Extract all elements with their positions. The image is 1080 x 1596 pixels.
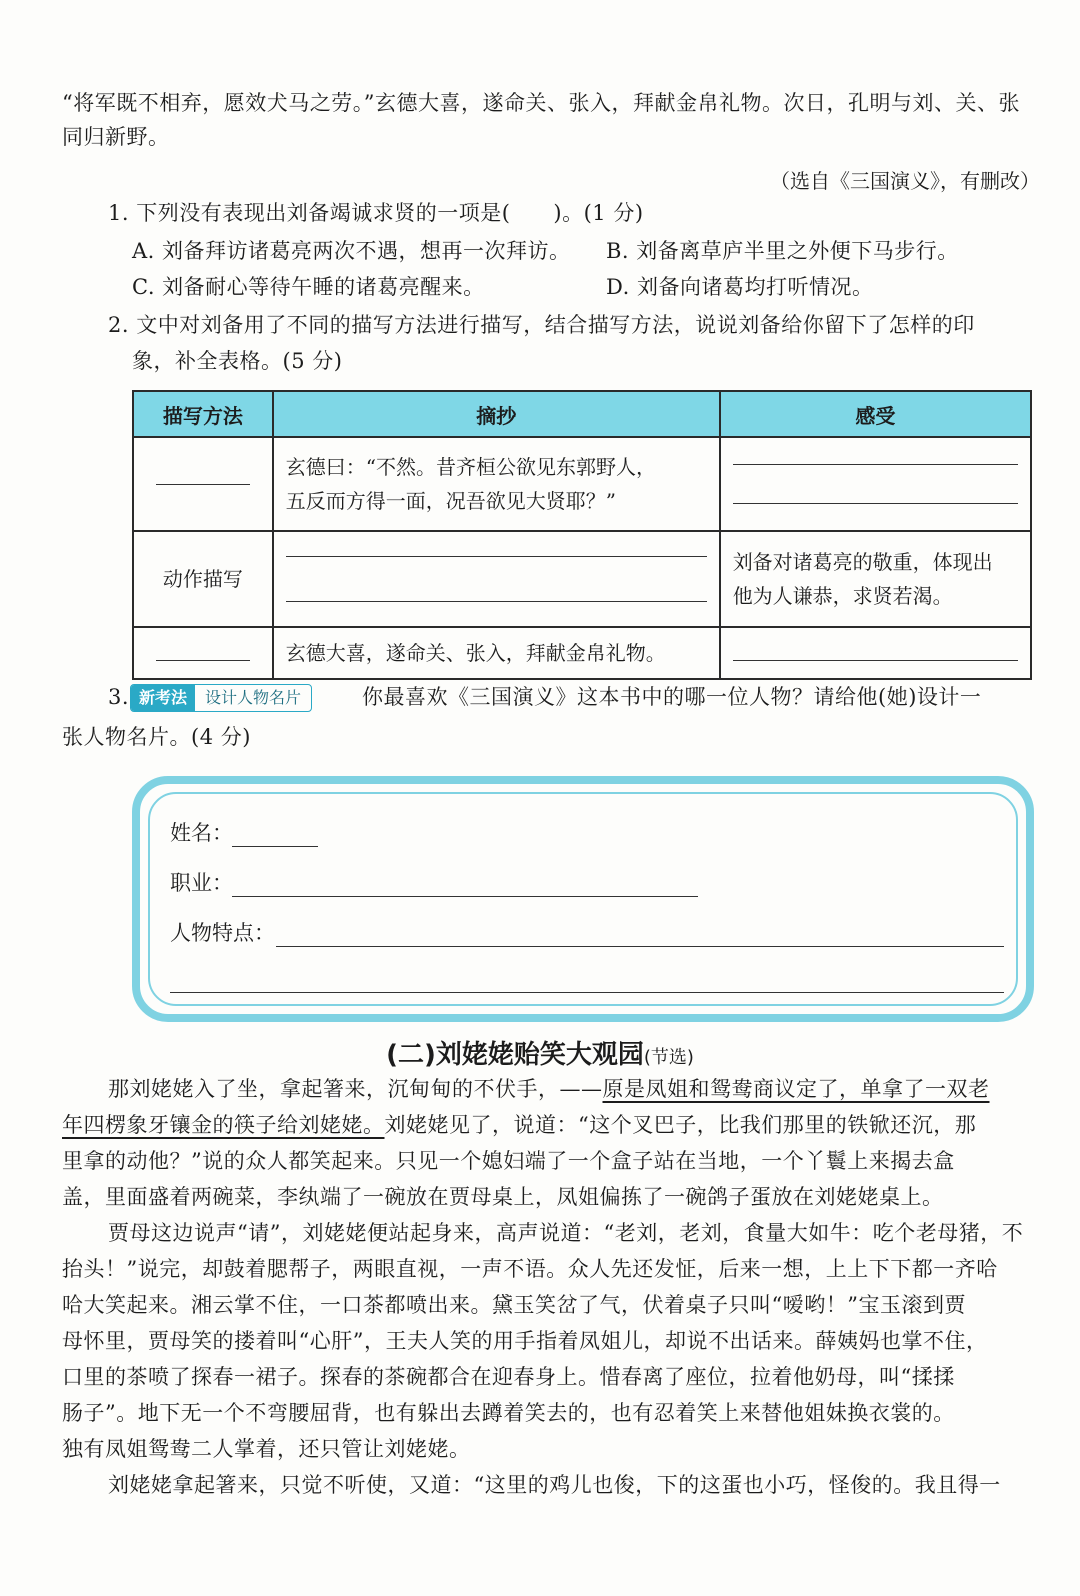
table-row [133,437,1031,531]
answer-blank-feeling-1[interactable] [720,437,1031,531]
answer-blank-excerpt-2[interactable] [273,531,720,627]
table-cell-method-2: 动作描写 [133,531,273,627]
question-2-stem-cont: 象，补全表格。(5 分) [132,349,343,373]
passage-line-2-underlined: 年四楞象牙镶金的筷子给刘姥姥。 [62,1113,385,1137]
intro-line-2: 同归新野。 [62,125,170,149]
intro-line-1: “将军既不相弃，愿效犬马之劳。”玄德大喜，遂命关、张入，拜献金帛礼物。次日，孔明与刘、关、张 [62,91,1020,115]
table-cell-excerpt-1 [273,437,720,531]
card-trait-label: 人物特点： [170,921,275,945]
section-2-title [0,1034,1080,1071]
table-header-excerpt: 摘抄 [273,391,720,437]
passage-line-8: 母怀里，贾母笑的搂着叫“心肝”，王夫人笑的用手指着凤姐儿，却说不出话来。薛姨妈也掌不住， [62,1329,988,1353]
badge-main-label: 新考法 [131,685,195,711]
table-row [133,531,1031,627]
passage-line-3: 里拿的动他？”说的众人都笑起来。只见一个媳妇端了一个盒子站在当地，一个丫鬟上来揭去盒 [62,1149,955,1173]
passage-line [108,1074,990,1104]
table-header-row [133,391,1031,437]
badge-sub-label: 设计人物名片 [205,688,302,707]
table-cell-excerpt-3: 玄德大喜，遂命关、张入，拜献金帛礼物。 [273,627,720,679]
answer-blank-method-1[interactable] [133,437,273,531]
card-job-blank[interactable] [232,896,698,897]
question-1-stem: 1. 下列没有表现出刘备竭诚求贤的一项是( )。(1 分) [108,201,644,225]
character-card [132,776,1034,1022]
table-cell-feeling-2 [720,531,1031,627]
passage-line-2: 刘姥姥见了，说道：“这个叉巴子，比我们那里的铁锨还沉，那 [384,1113,977,1137]
card-name-blank[interactable] [232,846,318,847]
table-header-method: 描写方法 [133,391,273,437]
question-3-number: 3. [108,685,130,709]
feeling-2-line-2: 他为人谦恭，求贤若渴。 [732,584,953,608]
table-header-feeling: 感受 [720,391,1031,437]
passage-line-6: 抬头！”说完，却鼓着腮帮子，两眼直视，一声不语。众人先还发怔，后来一想，上上下下都一齐哈 [62,1257,998,1281]
excerpt-1-line-1: 玄德曰：“不然。昔齐桓公欲见东郭野人， [285,455,656,479]
passage-line [62,1110,976,1140]
question-1-option-d: D. 刘备向诸葛均打听情况。 [606,275,874,299]
question-1-option-a: A. 刘备拜访诸葛亮两次不遇，想再一次拜访。 [132,239,571,263]
passage-line-5: 贾母这边说声“请”，刘姥姥便站起身来，高声说道：“老刘，老刘，食量大如牛：吃个老母猪，不 [108,1221,1024,1245]
excerpt-1-line-2: 五反而方得一面，况吾欲见大贤耶？” [285,489,616,513]
feeling-2-line-1: 刘备对诸葛亮的敬重，体现出 [732,550,993,574]
character-card-inner-border [148,792,1018,1006]
new-exam-badge [130,684,312,712]
passage-line-1-underlined: 原是凤姐和鸳鸯商议定了，单拿了一双老 [602,1077,990,1101]
passage-line-11: 独有凤姐鸳鸯二人掌着，还只管让刘姥姥。 [62,1437,471,1461]
passage-line-10: 肠子”。地下无一个不弯腰屈背，也有躲出去蹲着笑去的，也有忍着笑上来替他姐妹换衣裳的。 [62,1401,955,1425]
card-job-label: 职业： [170,871,233,895]
passage-line-4: 盖，里面盛着两碗菜，李纨端了一碗放在贾母桌上，凤姐偏拣了一碗鸽子蛋放在刘姥姥桌上。 [62,1185,944,1209]
description-table [132,390,1032,680]
question-1-option-b: B. 刘备离草庐半里之外便下马步行。 [606,239,959,263]
passage-line-9: 口里的茶喷了探春一裙子。探春的茶碗都合在迎春身上。惜春离了座位，拉着他奶母，叫“揉揉 [62,1365,955,1389]
source-note: （选自《三国演义》，有删改） [770,169,1040,193]
card-name-label: 姓名： [170,821,233,845]
passage-line-7: 哈大笑起来。湘云掌不住，一口茶都喷出来。黛玉笑岔了气，伏着桌子只叫“嗳哟！”宝玉滚到贾 [62,1293,966,1317]
card-trait-blank-2[interactable] [170,992,1004,993]
passage-line-12: 刘姥姥拿起箸来，只觉不听使，又道：“这里的鸡儿也俊，下的这蛋也小巧，怪俊的。我且得一 [108,1473,1001,1497]
card-trait-blank-1[interactable] [276,946,1004,947]
section-2-title-note: (节选) [643,1047,694,1068]
question-3-stem-cont: 张人物名片。(4 分) [62,725,251,749]
question-2-stem: 2. 文中对刘备用了不同的描写方法进行描写，结合描写方法，说说刘备给你留下了怎样的印 [108,313,975,337]
question-1-option-c: C. 刘备耐心等待午睡的诸葛亮醒来。 [132,275,485,299]
answer-blank-method-3[interactable] [133,627,273,679]
passage-line-1: 那刘姥姥入了坐，拿起箸来，沉甸甸的不伏手，—— [108,1077,603,1101]
table-row [133,627,1031,679]
question-3-stem: 你最喜欢《三国演义》这本书中的哪一位人物？请给他(她)设计一 [362,685,982,709]
answer-blank-feeling-3[interactable] [720,627,1031,679]
section-2-title-text: (二)刘姥姥贻笑大观园 [386,1040,644,1070]
